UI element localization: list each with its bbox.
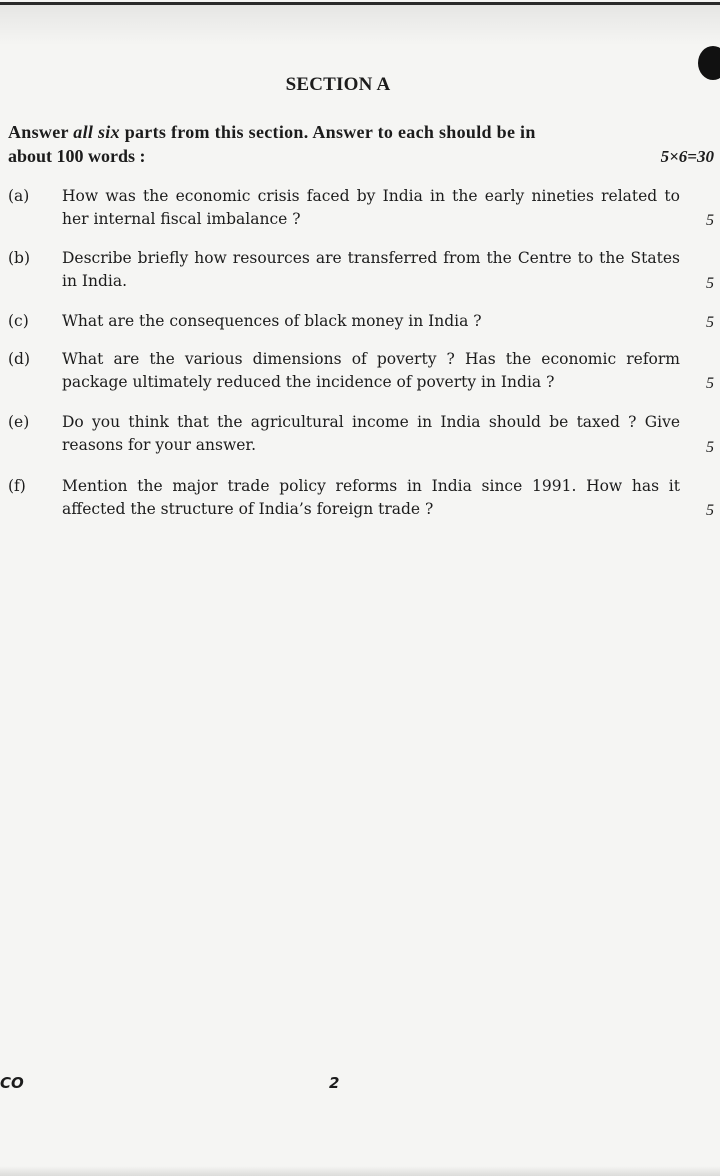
punch-hole <box>698 46 720 80</box>
question-text: What are the consequences of black money in India ? <box>62 312 482 330</box>
question-text: How was the economic crisis faced by India in the early nineties related to her internal fiscal imbalance ? <box>62 187 680 228</box>
total-marks: 5×6=30 <box>660 147 714 166</box>
scan-shade <box>0 5 720 45</box>
question-marks: 5 <box>706 502 714 519</box>
section-title: SECTION A <box>285 74 391 95</box>
question-marks: 5 <box>706 314 714 331</box>
question-label: (a) <box>8 187 30 205</box>
section-instructions <box>8 120 684 144</box>
instructions-part1: Answer <box>8 122 74 142</box>
question-label: (e) <box>8 413 30 431</box>
question-label: (c) <box>8 312 29 330</box>
question-label: (f) <box>8 477 26 495</box>
question-label: (b) <box>8 249 31 267</box>
page-number: 2 <box>329 1074 340 1092</box>
bottom-shade <box>0 1166 720 1176</box>
question-text: What are the various dimensions of poverty ? Has the economic reform package ultimately reduced the incidence of poverty in India ? <box>62 350 680 391</box>
question-marks: 5 <box>706 439 714 456</box>
question-text: Describe briefly how resources are transferred from the Centre to the States in India. <box>62 249 680 290</box>
instructions-line2: about 100 words : <box>8 146 146 166</box>
instructions-emphasis: all six <box>73 122 120 142</box>
question-marks: 5 <box>706 275 714 292</box>
question-marks: 5 <box>706 212 714 229</box>
question-text: Do you think that the agricultural income in India should be taxed ? Give reasons for your answer. <box>62 413 680 454</box>
paper-code: CO <box>0 1074 24 1092</box>
question-text: Mention the major trade policy reforms in India since 1991. How has it affected the structure of India’s foreign trade ? <box>62 477 680 518</box>
instructions-part2: parts from this section. Answer to each should be in <box>119 122 536 142</box>
question-label: (d) <box>8 350 31 368</box>
question-marks: 5 <box>706 375 714 392</box>
